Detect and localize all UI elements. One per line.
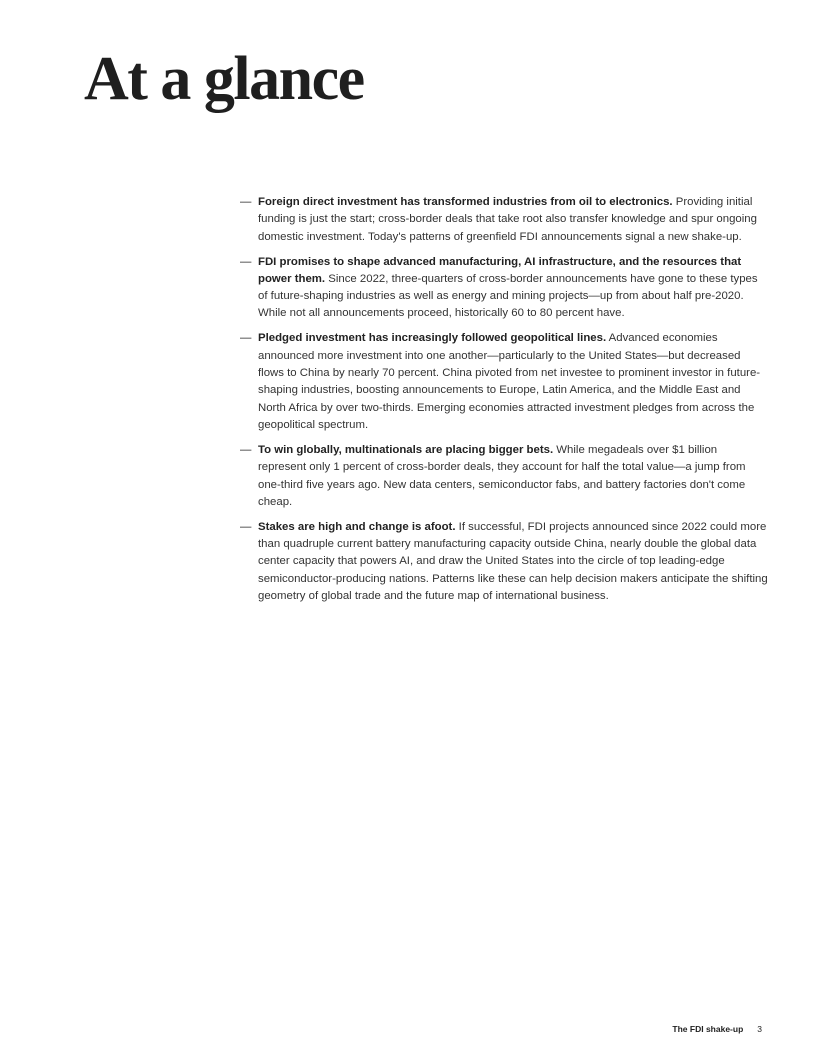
bullet-lead: Stakes are high and change is afoot. xyxy=(258,520,456,533)
bullet-lead: To win globally, multinationals are placing bigger bets. xyxy=(258,443,554,456)
page-title: At a glance xyxy=(84,45,364,113)
summary-bullet-list xyxy=(240,194,768,613)
bullet-lead: FDI promises to shape advanced manufacturing, AI infrastructure, and the resources that power them. xyxy=(258,255,742,285)
bullet-lead: Pledged investment has increasingly followed geopolitical lines. xyxy=(258,332,607,345)
footer-title: The FDI shake-up xyxy=(672,1024,744,1034)
dash-bullet-icon: — xyxy=(240,196,252,208)
bullet-body: While megadeals over $1 billion represent only 1 percent of cross-border deals, they account for half the total value—a jump from one-third five years ago. New data centers, semiconductor fabs, and battery factories don't come cheap. xyxy=(258,443,746,508)
dash-bullet-icon: — xyxy=(240,443,252,456)
bullet-body: Advanced economies announced more investment into one another—particularly to the United States—but decreased flows to China by nearly 70 percent. China pivoted from net investee to prominent investor in future-shaping industries, boosting announcements to Europe, Latin America, and the Middle East and North Africa by over two-thirds. Emerging economies attracted investment pledges from across the geopolitical spectrum. xyxy=(258,332,761,431)
summary-bullet xyxy=(240,194,768,246)
summary-bullet xyxy=(240,442,768,511)
bullet-lead: Foreign direct investment has transformed industries from oil to electronics. xyxy=(258,196,673,208)
page-number: 3 xyxy=(757,1024,762,1034)
bullet-body: Since 2022, three-quarters of cross-border announcements have gone to these types of future-shaping industries as well as energy and mining projects—up from about half pre-2020. While not all announcements proceed, historically 60 to 80 percent have. xyxy=(258,272,758,320)
page-footer xyxy=(672,1024,762,1034)
summary-bullet xyxy=(240,519,768,605)
dash-bullet-icon: — xyxy=(240,255,252,268)
dash-bullet-icon: — xyxy=(240,332,252,345)
summary-bullet xyxy=(240,330,768,434)
bullet-body: If successful, FDI projects announced since 2022 could more than quadruple current battery manufacturing capacity outside China, nearly double the global data center capacity that powers AI, and draw the United States into the circle of top leading-edge semiconductor-producing nations. Patterns like these can help decision makers anticipate the shifting geometry of global trade and the future map of international business. xyxy=(258,520,768,602)
dash-bullet-icon: — xyxy=(240,520,252,533)
bullet-body: Providing initial funding is just the start; cross-border deals that take root also transfer knowledge and spur ongoing domestic investment. Today's patterns of greenfield FDI announcements signal a new shake-up. xyxy=(258,196,757,243)
summary-bullet xyxy=(240,254,768,323)
